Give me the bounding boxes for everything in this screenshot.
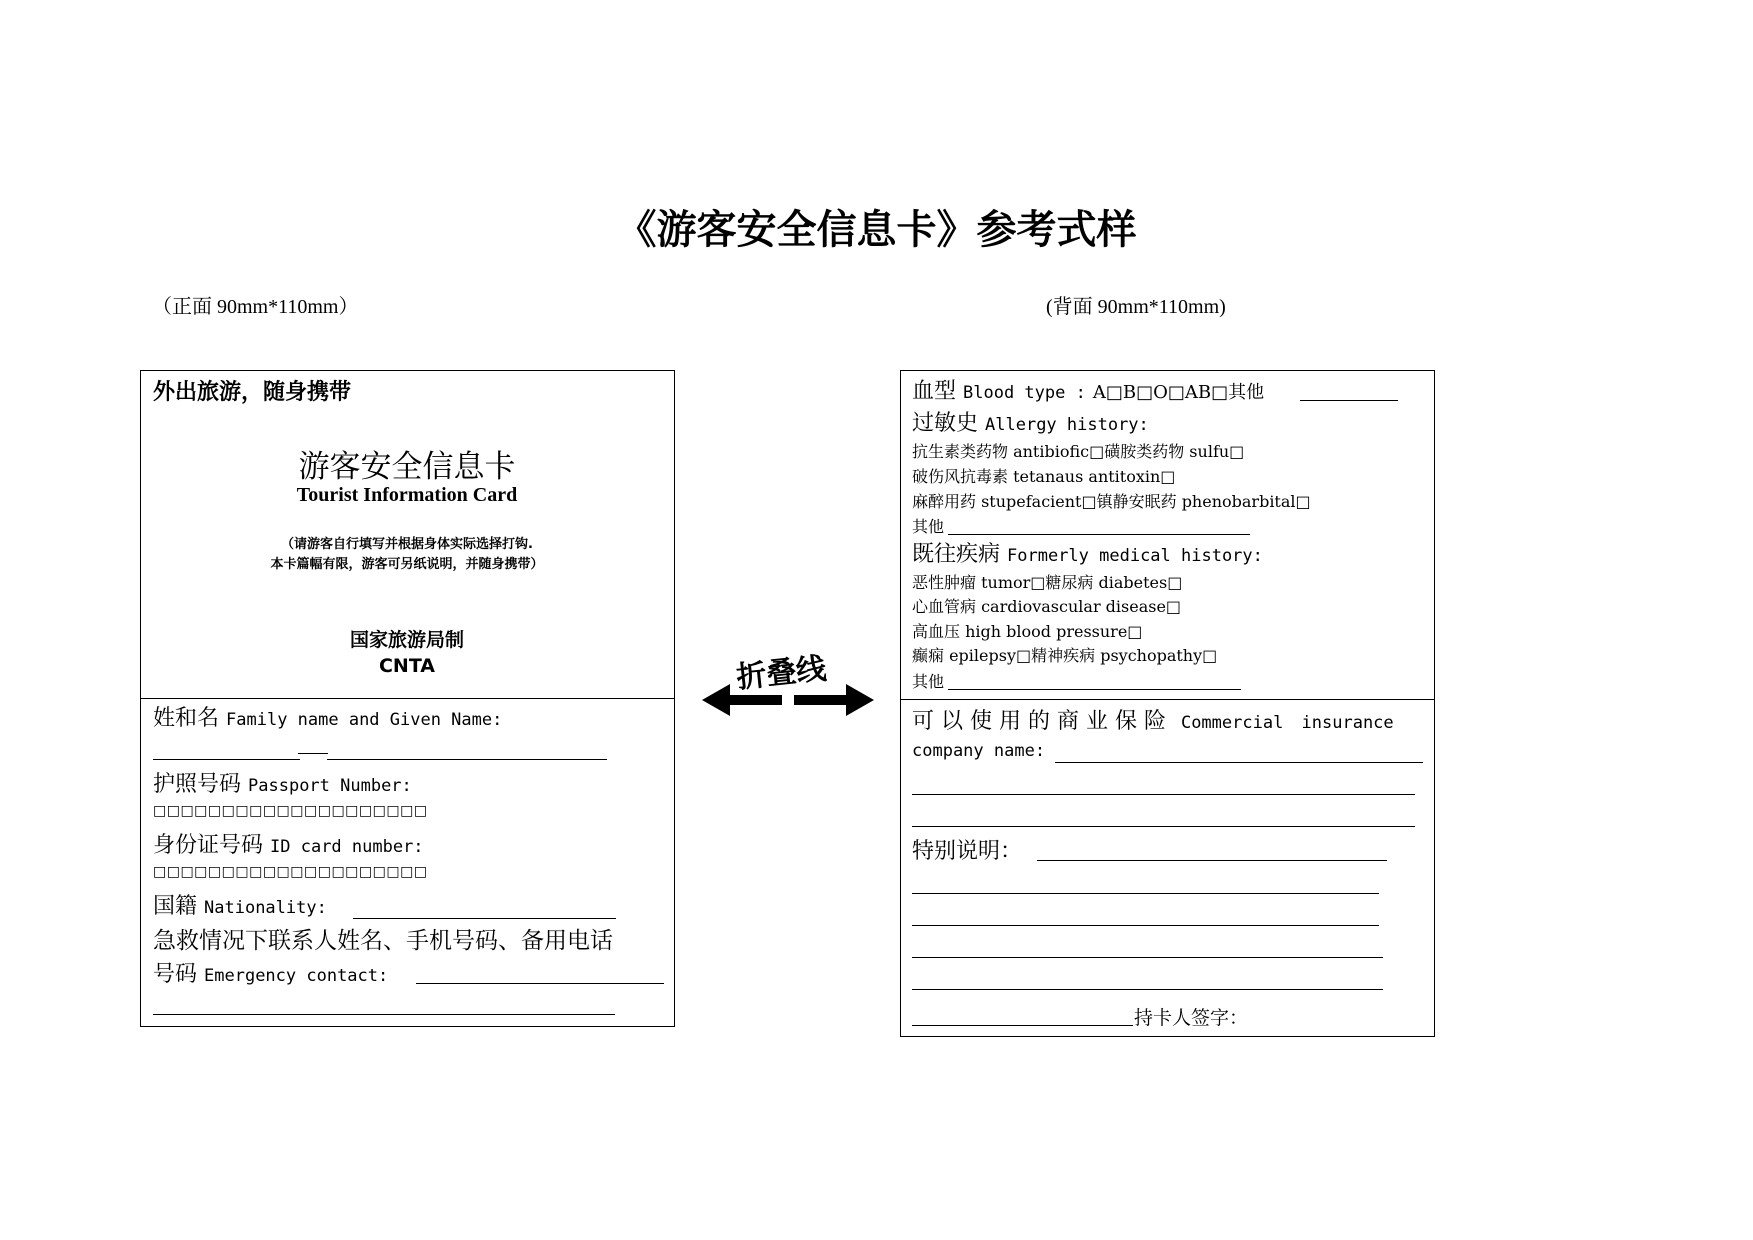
passport-field: [153, 767, 412, 798]
allergy-line1[interactable]: 抗生素类药物 antibiofic□磺胺类药物 sulfu□: [912, 442, 1245, 461]
history-line1[interactable]: 恶性肿瘤 tumor□糖尿病 diabetes□: [912, 573, 1183, 592]
emergency-field: [153, 957, 388, 988]
insurance-label-cn: 可 以 使 用 的 商 业 保 险: [912, 709, 1166, 734]
card-title-cn: 游客安全信息卡: [298, 449, 516, 485]
front-divider: [141, 698, 674, 699]
history-label-cn: 既往疾病: [912, 542, 1001, 567]
passport-label-cn: 护照号码: [153, 772, 242, 797]
back-size-note: (背面 90mm*110mm): [1046, 296, 1226, 318]
passport-label-en: Passport Number:: [248, 776, 412, 796]
history-field: [912, 537, 1263, 568]
emergency-line2[interactable]: [153, 1014, 615, 1015]
front-card: [140, 370, 675, 1027]
family-name-line[interactable]: [153, 759, 300, 760]
insurance-field: [912, 704, 1422, 735]
name-field: [153, 701, 502, 732]
given-name-line[interactable]: [327, 759, 607, 760]
instruction-line2: 本卡篇幅有限，游客可另纸说明，并随身携带）: [270, 557, 544, 572]
history-line2[interactable]: 心血管病 cardiovascular disease□: [912, 597, 1182, 616]
allergy-other-line[interactable]: [948, 534, 1250, 535]
issuer-cn: 国家旅游局制: [349, 629, 464, 651]
id-label-en: ID card number:: [270, 837, 424, 857]
blood-options[interactable]: A□B□O□AB□其他: [1092, 382, 1265, 403]
emergency-label-cn: 号码: [153, 962, 198, 987]
signature-label: 持卡人签字：: [1134, 1007, 1249, 1029]
back-divider: [901, 699, 1434, 700]
carry-note: 外出旅游，随身携带: [153, 380, 352, 405]
blood-other-line[interactable]: [1300, 400, 1398, 401]
special-line3[interactable]: [912, 925, 1379, 926]
insurance-line2[interactable]: [912, 794, 1415, 795]
nationality-line[interactable]: [353, 918, 616, 919]
instruction-line1: （请游客自行填写并根据身体实际选择打钩.: [281, 537, 533, 552]
id-label-cn: 身份证号码: [153, 833, 264, 858]
allergy-line2[interactable]: 破伤风抗毒素 tetanaus antitoxin□: [912, 467, 1176, 486]
insurance-line1[interactable]: [1055, 762, 1423, 763]
nationality-field: [153, 889, 327, 920]
history-line3[interactable]: 高血压 high blood pressure□: [912, 622, 1143, 641]
id-boxes[interactable]: □□□□□□□□□□□□□□□□□□□□: [153, 864, 428, 880]
special-label: 特别说明：: [912, 839, 1023, 864]
id-field: [153, 828, 424, 859]
insurance-line3[interactable]: [912, 826, 1415, 827]
special-line2[interactable]: [912, 893, 1379, 894]
insurance-label-en2: company name:: [912, 741, 1046, 761]
blood-field: [912, 374, 1264, 405]
passport-boxes[interactable]: □□□□□□□□□□□□□□□□□□□□: [153, 803, 428, 819]
front-size-note: （正面 90mm*110mm）: [152, 296, 359, 318]
emergency-line1[interactable]: [416, 983, 664, 984]
special-line5[interactable]: [912, 989, 1383, 990]
card-title-en: Tourist Information Card: [296, 484, 518, 506]
special-line4[interactable]: [912, 957, 1383, 958]
name-separator-line: [298, 753, 328, 754]
history-other-label: 其他: [912, 672, 945, 691]
emergency-label-line1: 急救情况下联系人姓名、手机号码、备用电话: [153, 928, 613, 954]
allergy-label-en: Allergy history:: [985, 415, 1149, 435]
insurance-label-en: Commercial insurance: [1180, 713, 1394, 733]
blood-label-en: Blood type :: [963, 383, 1086, 403]
allergy-line3[interactable]: 麻醉用药 stupefacient□镇静安眠药 phenobarbital□: [912, 492, 1311, 511]
name-label-en: Family name and Given Name:: [226, 710, 503, 730]
fold-label: 折叠线: [734, 651, 828, 696]
signature-line[interactable]: [912, 1025, 1133, 1026]
issuer-en: CNTA: [378, 655, 436, 677]
allergy-field: [912, 406, 1149, 437]
fold-arrow-icon: [700, 680, 876, 720]
nationality-label-cn: 国籍: [153, 894, 198, 919]
allergy-other-label: 其他: [912, 517, 945, 536]
special-line1[interactable]: [1037, 860, 1387, 861]
name-label-cn: 姓和名: [153, 706, 220, 731]
history-line4[interactable]: 癫痫 epilepsy□精神疾病 psychopathy□: [912, 646, 1218, 665]
back-card: [900, 370, 1435, 1037]
blood-label-cn: 血型: [912, 379, 957, 404]
history-other-line[interactable]: [948, 689, 1241, 690]
page-title: 《游客安全信息卡》参考式样: [616, 207, 1137, 253]
nationality-label-en: Nationality:: [204, 898, 327, 918]
history-label-en: Formerly medical history:: [1007, 546, 1263, 566]
emergency-label-en: Emergency contact:: [204, 966, 389, 986]
allergy-label-cn: 过敏史: [912, 411, 979, 436]
